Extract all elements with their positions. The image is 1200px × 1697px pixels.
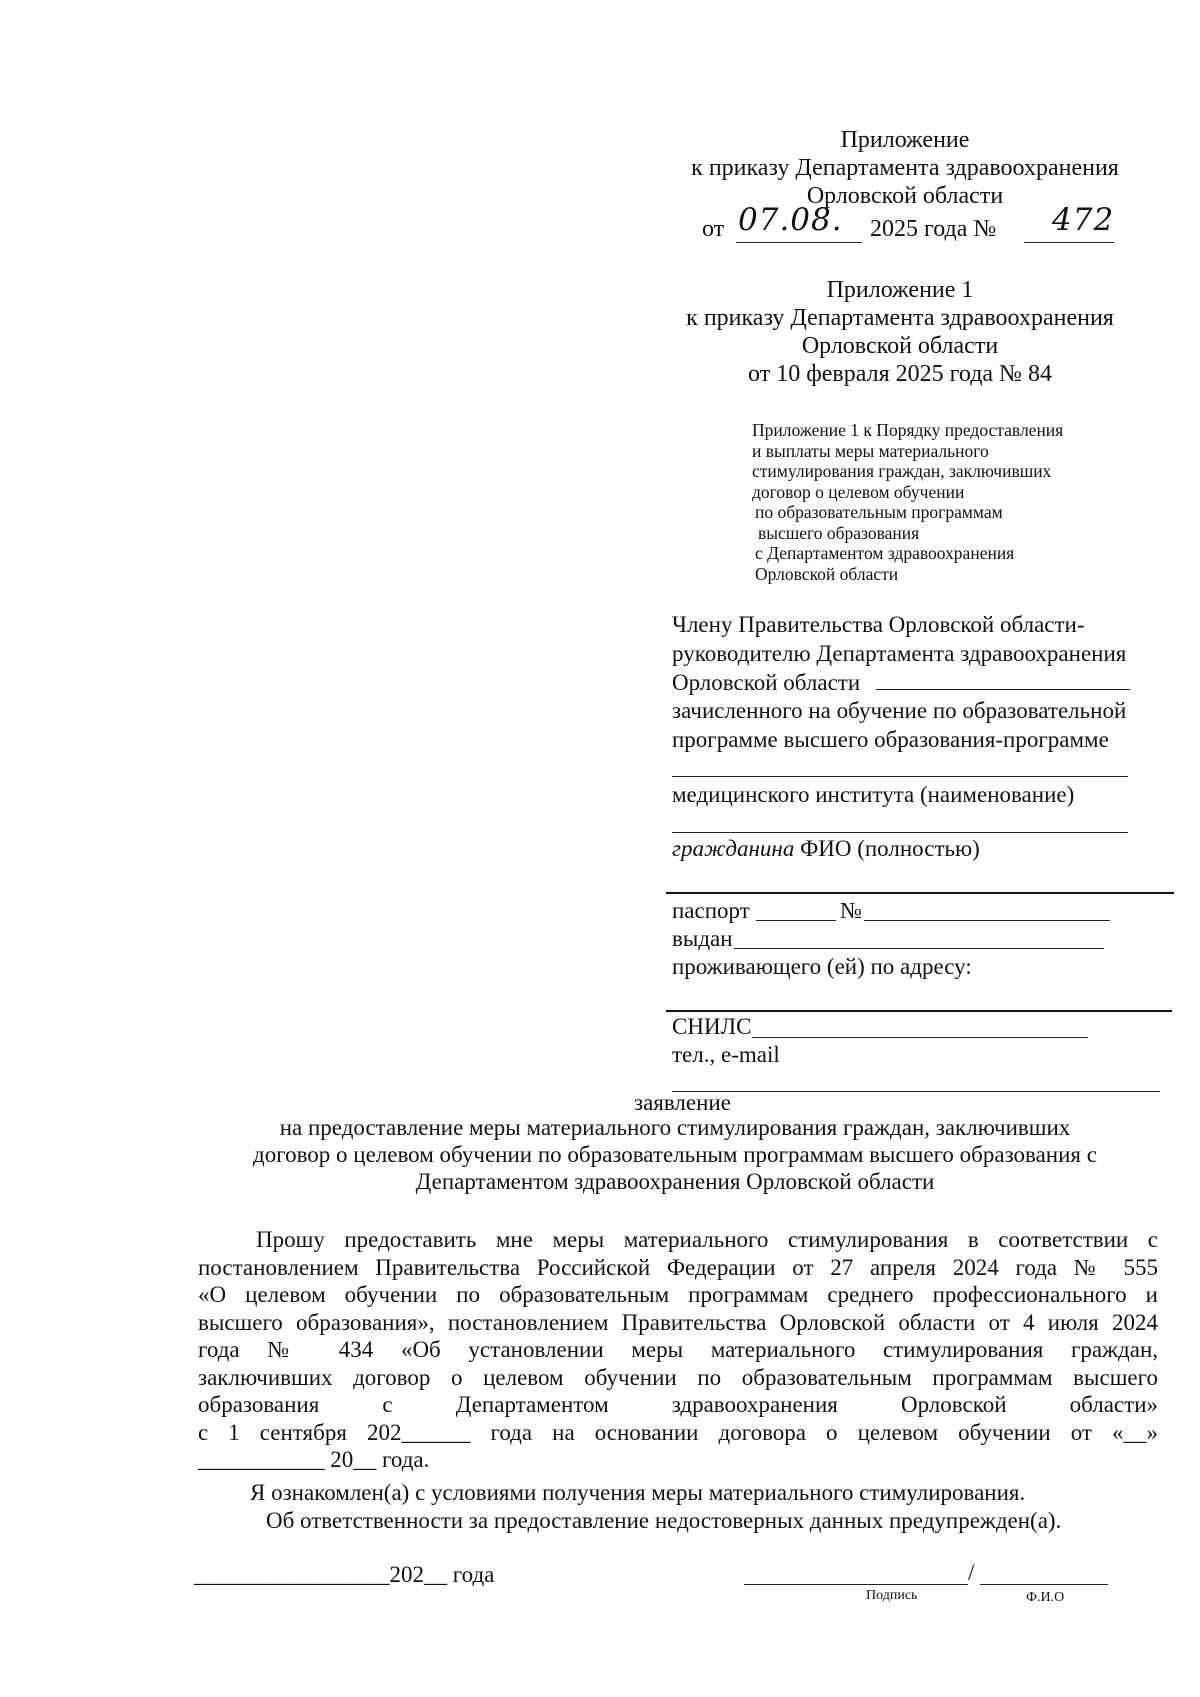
body-line: ___________ 20__ года. bbox=[198, 1447, 430, 1472]
subject-line: договор о целевом обучении по образовательным программам высшего образования с bbox=[253, 1142, 1097, 1167]
addressee-line1: Члену Правительства Орловской области- bbox=[672, 612, 1085, 637]
acknowledged-line: Я ознакомлен(а) с условиями получения меры материального стимулирования. bbox=[250, 1480, 1026, 1505]
address-label: проживающего (ей) по адресу: bbox=[672, 954, 972, 979]
passport-label: паспорт bbox=[672, 898, 750, 923]
date-prefix: от bbox=[702, 216, 725, 242]
body-line: образования с Департаментом здравоохранения Орловской области» bbox=[198, 1392, 1158, 1417]
body-line: с 1 сентября 202______ года на основании договора о целевом обучении от «__» bbox=[198, 1419, 1158, 1445]
note-line: по образовательным программам bbox=[755, 502, 1003, 522]
subject-line: Департаментом здравоохранения Орловской области bbox=[415, 1169, 935, 1194]
signature-slash: / bbox=[968, 1560, 975, 1585]
enrollment-line1: зачисленного на обучение по образовательной bbox=[672, 698, 1127, 723]
passport-number-sign: № bbox=[840, 898, 862, 923]
institute-label: медицинского института (наименование) bbox=[672, 782, 1075, 807]
addressee-line2: руководителю Департамента здравоохранения bbox=[672, 641, 1127, 666]
appendix-1-title: Приложение 1 bbox=[826, 277, 974, 303]
date-suffix: 2025 года № bbox=[870, 216, 997, 242]
handwritten-number: 472 bbox=[1052, 202, 1115, 238]
appendix-current-line1: к приказу Департамента здравоохранения bbox=[691, 155, 1119, 181]
footer-date-line: _________________202__ года bbox=[194, 1562, 495, 1587]
note-line: высшего образования bbox=[758, 522, 920, 543]
citizen-label bbox=[672, 834, 980, 863]
body-line: «О целевом обучении по образовательным программам среднего профессионального и bbox=[198, 1282, 1158, 1307]
note-line: договор о целевом обучении bbox=[752, 481, 965, 502]
citizen-rest: ФИО (полностью) bbox=[794, 836, 980, 861]
appendix-1 bbox=[650, 276, 1150, 388]
body-line: года № 434 «Об установлении меры материального стимулирования граждан, bbox=[198, 1337, 1158, 1362]
statement-subject bbox=[180, 1114, 1170, 1195]
statement-heading: заявление bbox=[634, 1090, 731, 1115]
note-line: стимулирования граждан, заключивших bbox=[752, 461, 1052, 481]
enrollment-block bbox=[672, 696, 1172, 754]
signature-label: Подпись bbox=[866, 1588, 918, 1603]
snils-label: СНИЛС bbox=[672, 1014, 752, 1039]
note-line: Орловской области bbox=[755, 563, 899, 584]
note-line: Приложение 1 к Порядку предоставления bbox=[752, 420, 1064, 440]
statement-body bbox=[198, 1226, 1158, 1474]
appendix-1-line2: Орловской области bbox=[801, 333, 999, 359]
appendix-current bbox=[655, 126, 1155, 210]
addressee-block bbox=[672, 610, 1172, 697]
addressee-line3: Орловской области bbox=[672, 670, 861, 695]
appendix-1-line1: к приказу Департамента здравоохранения bbox=[686, 305, 1114, 331]
citizen-italic: гражданина bbox=[672, 836, 795, 861]
appendix-current-date-row bbox=[702, 202, 1162, 248]
name-label: Ф.И.О bbox=[1026, 1590, 1065, 1605]
appendix-1-line3: от 10 февраля 2025 года № 84 bbox=[748, 361, 1052, 387]
appendix-current-title: Приложение bbox=[840, 127, 970, 153]
body-line: заключивших договор о целевом обучении по образовательным программам высшего bbox=[198, 1364, 1158, 1390]
body-line: постановлением Правительства Российской Федерации от 27 апреля 2024 года № 555 bbox=[198, 1254, 1158, 1280]
enrollment-line2: программе высшего образования-программе bbox=[672, 727, 1109, 752]
warned-line: Об ответственности за предоставление недостоверных данных предупрежден(а). bbox=[266, 1508, 1062, 1533]
issued-label: выдан bbox=[672, 926, 733, 951]
note-line: с Департаментом здравоохранения bbox=[755, 543, 1015, 563]
subject-line: на предоставление меры материального стимулирования граждан, заключивших bbox=[279, 1115, 1071, 1140]
procedure-note bbox=[752, 420, 1152, 584]
note-line: и выплаты меры материального bbox=[752, 440, 989, 461]
appendix-current-line2: Орловской области bbox=[806, 183, 1004, 209]
contacts-label: тел., e-mail bbox=[672, 1042, 780, 1067]
body-line: Прошу предоставить мне меры материального стимулирования в соответствии с bbox=[256, 1227, 1158, 1252]
handwritten-date: 07.08. bbox=[738, 202, 843, 238]
body-line: высшего образования», постановлением Правительства Орловской области от 4 июля 2024 bbox=[198, 1309, 1158, 1335]
